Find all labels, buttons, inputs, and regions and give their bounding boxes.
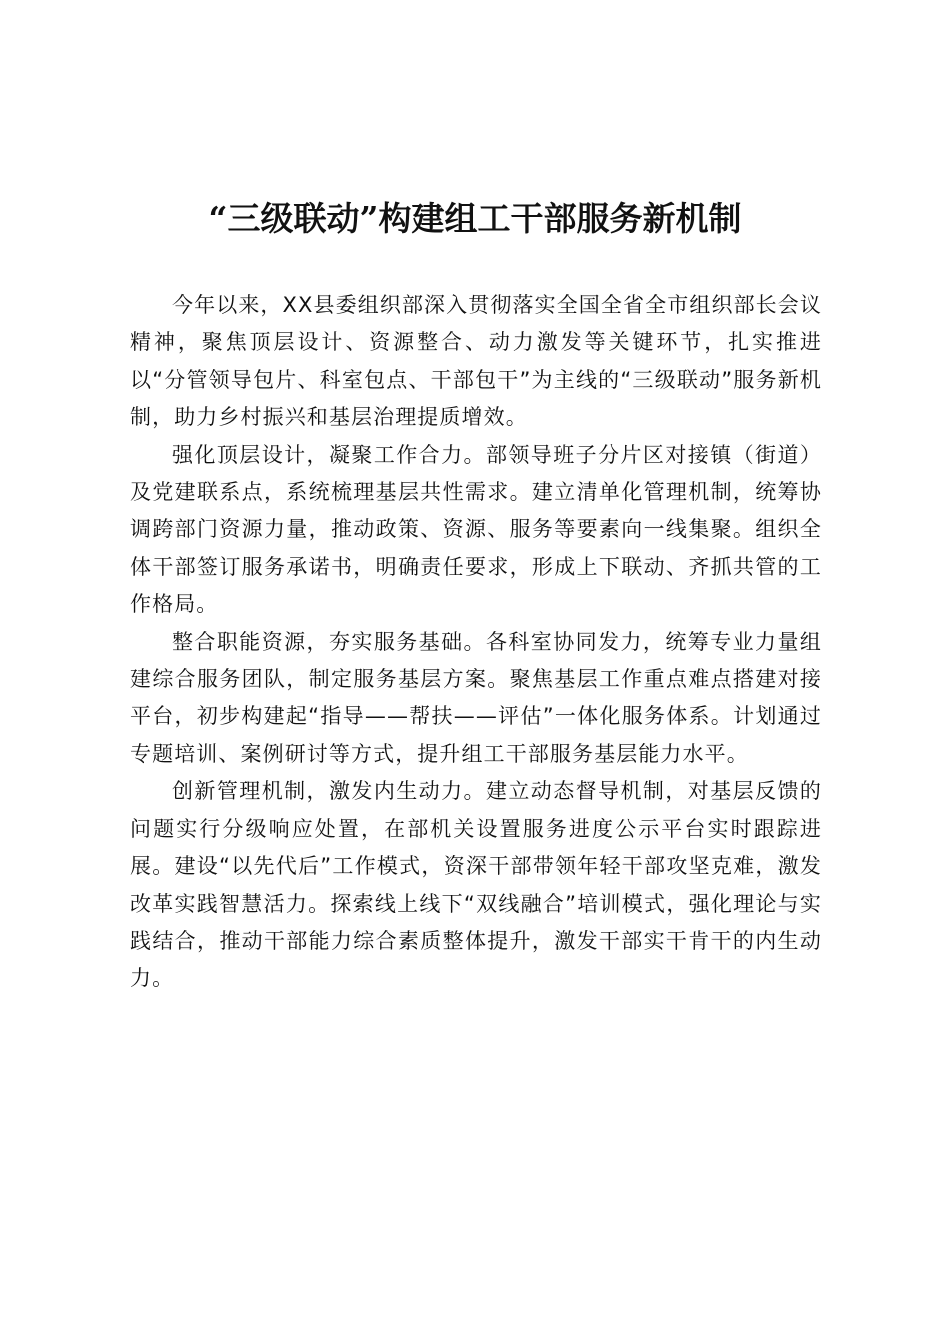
document-body: [130, 287, 822, 998]
paragraph-management-innovation: 创新管理机制，激发内生动力。建立动态督导机制，对基层反馈的问题实行分级响应处置，在部机关设置服务进度公示平台实时跟踪进展。建设“以先代后”工作模式，资深干部带领年轻干部攻坚克难，激发改革实践智慧活力。探索线上线下“双线融合”培训模式，强化理论与实践结合，推动干部能力综合素质整体提升，激发干部实干肯干的内生动力。: [130, 779, 822, 991]
paragraph-top-level-design: 强化顶层设计，凝聚工作合力。部领导班子分片区对接镇（街道）及党建联系点，系统梳理基层共性需求。建立清单化管理机制，统筹协调跨部门资源力量，推动政策、资源、服务等要素向一线集聚。组织全体干部签订服务承诺书，明确责任要求，形成上下联动、齐抓共管的工作格局。: [130, 442, 822, 617]
paragraph-resource-integration: 整合职能资源，夯实服务基础。各科室协同发力，统筹专业力量组建综合服务团队，制定服务基层方案。聚焦基层工作重点难点搭建对接平台，初步构建起“指导——帮扶——评估”一体化服务体系。计划通过专题培训、案例研讨等方式，提升组工干部服务基层能力水平。: [130, 629, 822, 766]
paragraph-intro: 今年以来，XX县委组织部深入贯彻落实全国全省全市组织部长会议精神，聚焦顶层设计、资源整合、动力激发等关键环节，扎实推进以“分管领导包片、科室包点、干部包干”为主线的“三级联动”服务新机制，助力乡村振兴和基层治理提质增效。: [130, 293, 822, 430]
document-title: “三级联动”构建组工干部服务新机制: [208, 199, 742, 238]
